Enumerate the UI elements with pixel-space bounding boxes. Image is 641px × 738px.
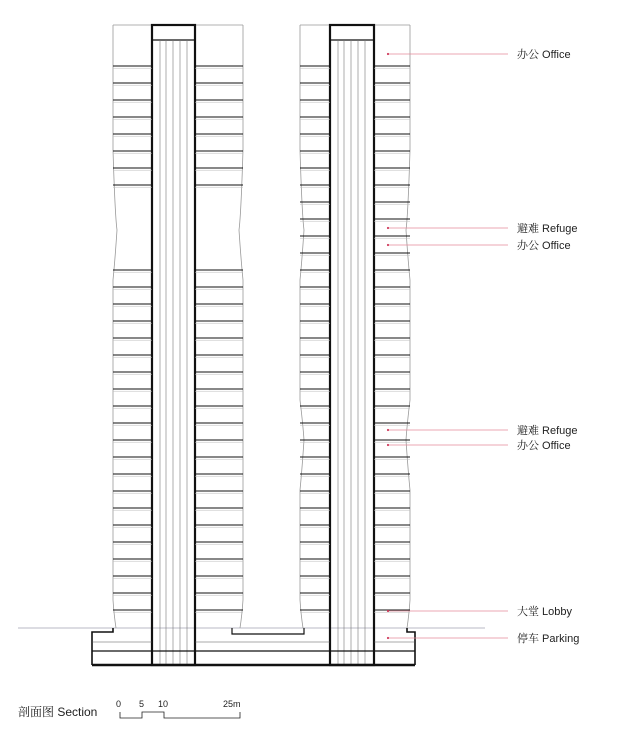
scale-tick-0: 0: [116, 699, 122, 709]
right-tower-facade-right: [406, 25, 410, 628]
lobby-bridge: [232, 628, 304, 634]
label-lobby: 大堂 Lobby: [517, 606, 573, 618]
right-tower-floor-slabs-west: [300, 66, 330, 612]
left-tower-floor-slabs-east: [195, 66, 243, 612]
leader-lines: [388, 54, 508, 638]
scale-tick-10: 10: [158, 699, 169, 709]
right-tower-core: [330, 25, 374, 665]
left-tower: [113, 25, 243, 665]
podium-base: [92, 628, 415, 665]
label-office-low: 办公 Office: [517, 440, 571, 452]
scale-bar: [116, 699, 241, 718]
label-refuge-low: 避难 Refuge: [517, 425, 578, 437]
left-tower-facade-left: [113, 25, 117, 628]
right-tower: [300, 25, 410, 665]
label-refuge-mid: 避难 Refuge: [517, 223, 578, 235]
right-tower-facade-left: [300, 25, 304, 628]
label-parking: 停车 Parking: [517, 633, 580, 645]
right-tower-floor-slabs-east: [374, 66, 410, 612]
section-caption: 剖面图 Section: [18, 705, 98, 719]
label-office-mid: 办公 Office: [517, 240, 571, 252]
label-office-top: 办公 Office: [517, 49, 571, 61]
leader-dots: [387, 53, 389, 639]
left-tower-core: [152, 25, 195, 665]
left-tower-facade-right: [239, 25, 243, 628]
left-tower-floor-slabs-west: [113, 66, 152, 612]
scale-tick-5: 5: [139, 699, 145, 709]
scale-tick-25: 25m: [223, 699, 241, 709]
